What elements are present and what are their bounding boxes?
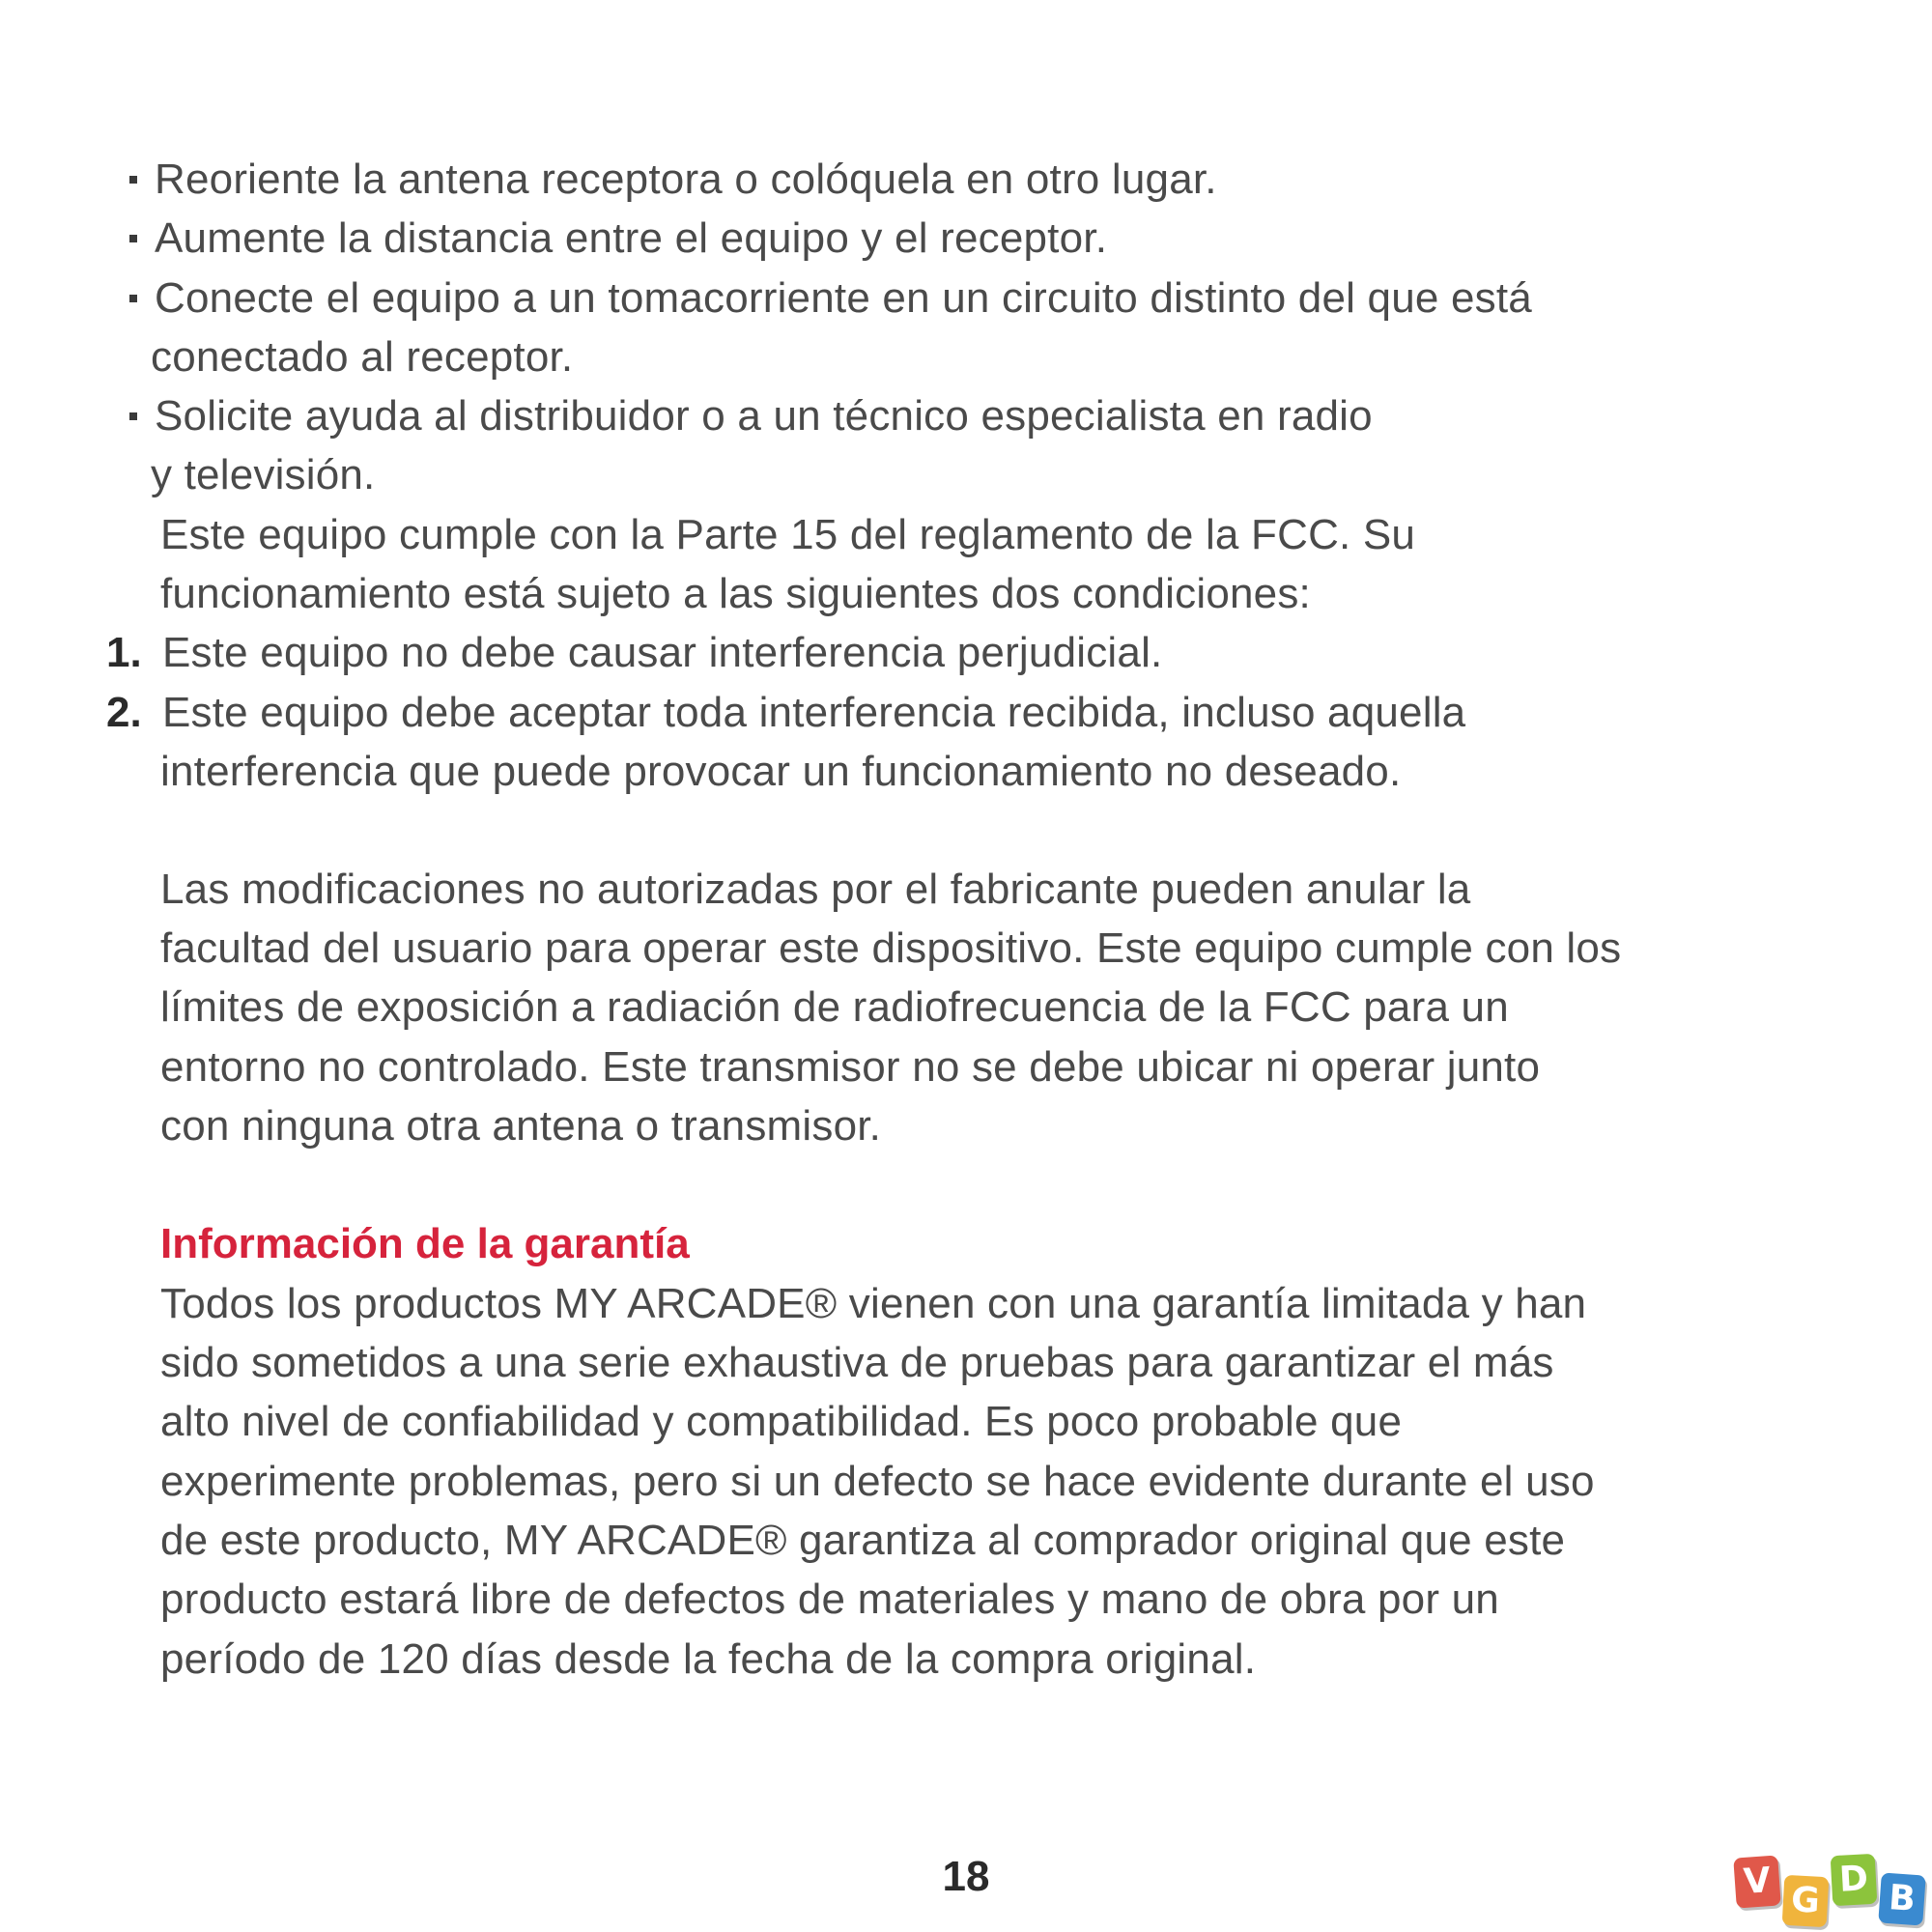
vgdb-tile-d: D bbox=[1831, 1854, 1878, 1906]
paragraph-line: límites de exposición a radiación de radiofrecuencia de la FCC para un bbox=[160, 983, 1509, 1031]
paragraph-line: Este equipo cumple con la Parte 15 del reglamento de la FCC. Su bbox=[160, 511, 1416, 558]
paragraph-line: funcionamiento está sujeto a las siguientes dos condiciones: bbox=[160, 570, 1311, 617]
vgdb-tile-g: G bbox=[1782, 1875, 1830, 1927]
paragraph-line: facultad del usuario para operar este dispositivo. Este equipo cumple con los bbox=[160, 924, 1622, 972]
vgdb-tile-v: V bbox=[1733, 1855, 1781, 1908]
bullet-text-continuation: conectado al receptor. bbox=[151, 333, 574, 381]
paragraph-line: sido sometidos a una serie exhaustiva de pruebas para garantizar el más bbox=[160, 1339, 1554, 1386]
paragraph-line: experimente problemas, pero si un defecto se hace evidente durante el uso bbox=[160, 1458, 1595, 1505]
bullet-marker bbox=[129, 295, 137, 302]
bullet-text: Reoriente la antena receptora o colóquela en otro lugar. bbox=[155, 156, 1217, 203]
warranty-heading: Información de la garantía bbox=[160, 1220, 690, 1267]
vgdb-tile-b: B bbox=[1878, 1872, 1926, 1925]
bullet-marker bbox=[129, 235, 137, 242]
condition-text: Este equipo no debe causar interferencia perjudicial. bbox=[162, 629, 1163, 676]
bullet-text-continuation: y televisión. bbox=[151, 451, 376, 498]
paragraph-line: de este producto, MY ARCADE® garantiza al comprador original que este bbox=[160, 1517, 1566, 1564]
bullet-text: Solicite ayuda al distribuidor o a un técnico especialista en radio bbox=[155, 392, 1373, 440]
vgdb-watermark-logo bbox=[1735, 1855, 1932, 1932]
paragraph-line: alto nivel de confiabilidad y compatibilidad. Es poco probable que bbox=[160, 1398, 1403, 1445]
paragraph-line: con ninguna otra antena o transmisor. bbox=[160, 1102, 882, 1150]
paragraph-line: entorno no controlado. Este transmisor no se debe ubicar ni operar junto bbox=[160, 1043, 1541, 1091]
condition-number: 1. bbox=[106, 629, 142, 676]
bullet-text: Conecte el equipo a un tomacorriente en un circuito distinto del que está bbox=[155, 274, 1532, 322]
paragraph-line: período de 120 días desde la fecha de la compra original. bbox=[160, 1635, 1257, 1683]
page-number: 18 bbox=[942, 1853, 990, 1900]
condition-text: Este equipo debe aceptar toda interferencia recibida, incluso aquella bbox=[162, 689, 1466, 736]
paragraph-line: Todos los productos MY ARCADE® vienen con una garantía limitada y han bbox=[160, 1280, 1587, 1327]
paragraph-line: producto estará libre de defectos de materiales y mano de obra por un bbox=[160, 1576, 1499, 1623]
condition-number: 2. bbox=[106, 689, 142, 736]
bullet-marker bbox=[129, 412, 137, 420]
paragraph-line: Las modificaciones no autorizadas por el fabricante pueden anular la bbox=[160, 866, 1471, 913]
bullet-marker bbox=[129, 176, 137, 184]
bullet-text: Aumente la distancia entre el equipo y el receptor. bbox=[155, 214, 1108, 262]
condition-text-continuation: interferencia que puede provocar un funcionamiento no deseado. bbox=[160, 748, 1402, 795]
